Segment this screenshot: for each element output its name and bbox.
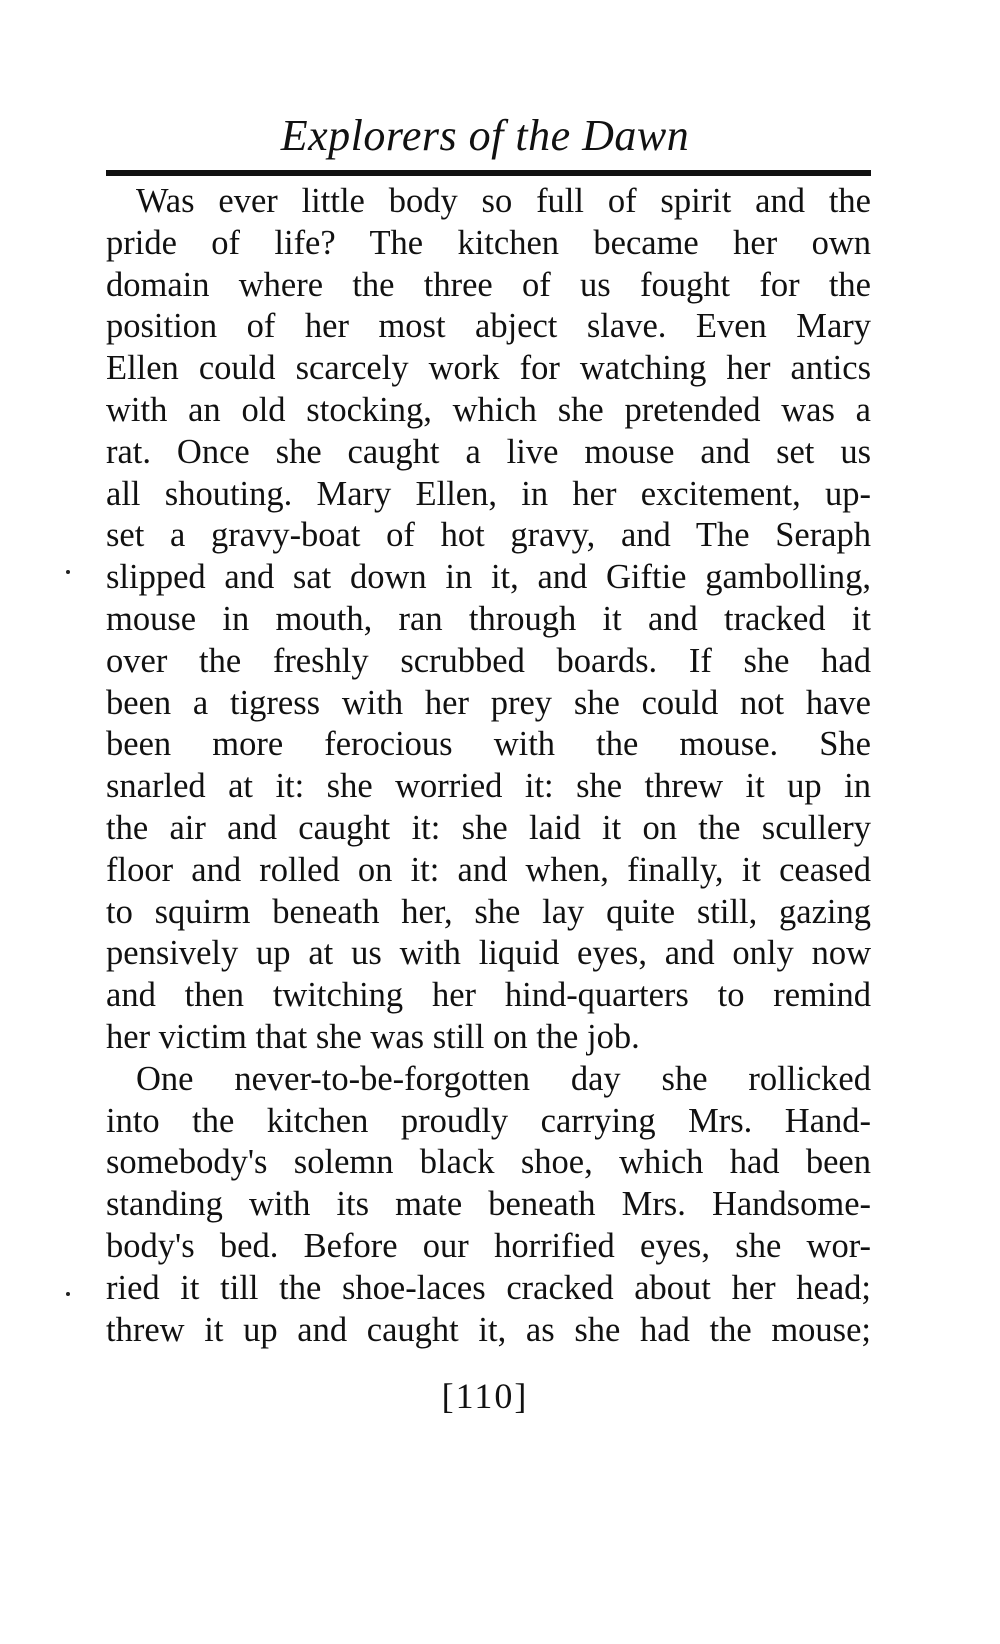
text-line: somebody's solemn black shoe, which had been <box>106 1143 871 1182</box>
text-line: position of her most abject slave. Even Mary <box>106 307 871 346</box>
text-line: been more ferocious with the mouse. She <box>106 725 871 764</box>
text-line: with an old stocking, which she pretended was a <box>106 390 871 429</box>
text-line: Was ever little body so full of spirit and the <box>136 182 871 220</box>
text-line: threw it up and caught it, as she had the mouse; <box>106 1310 871 1349</box>
text-line: floor and rolled on it: and when, finally, it ceased <box>106 850 871 889</box>
text-line: over the freshly scrubbed boards. If she had <box>106 641 871 680</box>
text-line: to squirm beneath her, she lay quite still, gazing <box>106 892 871 931</box>
text-line: body's bed. Before our horrified eyes, she wor- <box>106 1226 871 1265</box>
header-rule <box>106 170 871 176</box>
running-head: Explorers of the Dawn <box>280 111 690 160</box>
margin-speck <box>66 1292 70 1296</box>
text-line: her victim that she was still on the job. <box>106 1017 640 1056</box>
text-line: mouse in mouth, ran through it and tracked it <box>106 599 871 638</box>
text-line: all shouting. Mary Ellen, in her excitement, up- <box>106 474 871 513</box>
text-line: set a gravy-boat of hot gravy, and The Seraph <box>106 516 871 555</box>
text-line: ried it till the shoe-laces cracked about her head; <box>106 1268 871 1307</box>
text-line: pride of life? The kitchen became her own <box>106 223 871 262</box>
text-line: standing with its mate beneath Mrs. Handsome- <box>106 1185 871 1224</box>
text-line: One never-to-be-forgotten day she rollicked <box>136 1059 871 1098</box>
text-line: and then twitching her hind-quarters to remind <box>106 976 871 1015</box>
text-line: pensively up at us with liquid eyes, and only now <box>106 934 871 973</box>
text-line: snarled at it: she worried it: she threw it up in <box>106 767 871 806</box>
page-number: [110] <box>441 1376 529 1416</box>
text-line: been a tigress with her prey she could not have <box>106 683 871 722</box>
margin-speck <box>66 570 70 574</box>
text-line: Ellen could scarcely work for watching her antics <box>106 349 871 388</box>
text-line: domain where the three of us fought for the <box>106 265 871 304</box>
text-line: rat. Once she caught a live mouse and set us <box>106 432 871 471</box>
text-line: the air and caught it: she laid it on the scullery <box>106 808 871 847</box>
text-line: into the kitchen proudly carrying Mrs. Hand- <box>106 1101 871 1140</box>
text-line: slipped and sat down in it, and Giftie gambolling, <box>106 558 871 597</box>
body-text <box>106 181 871 1351</box>
